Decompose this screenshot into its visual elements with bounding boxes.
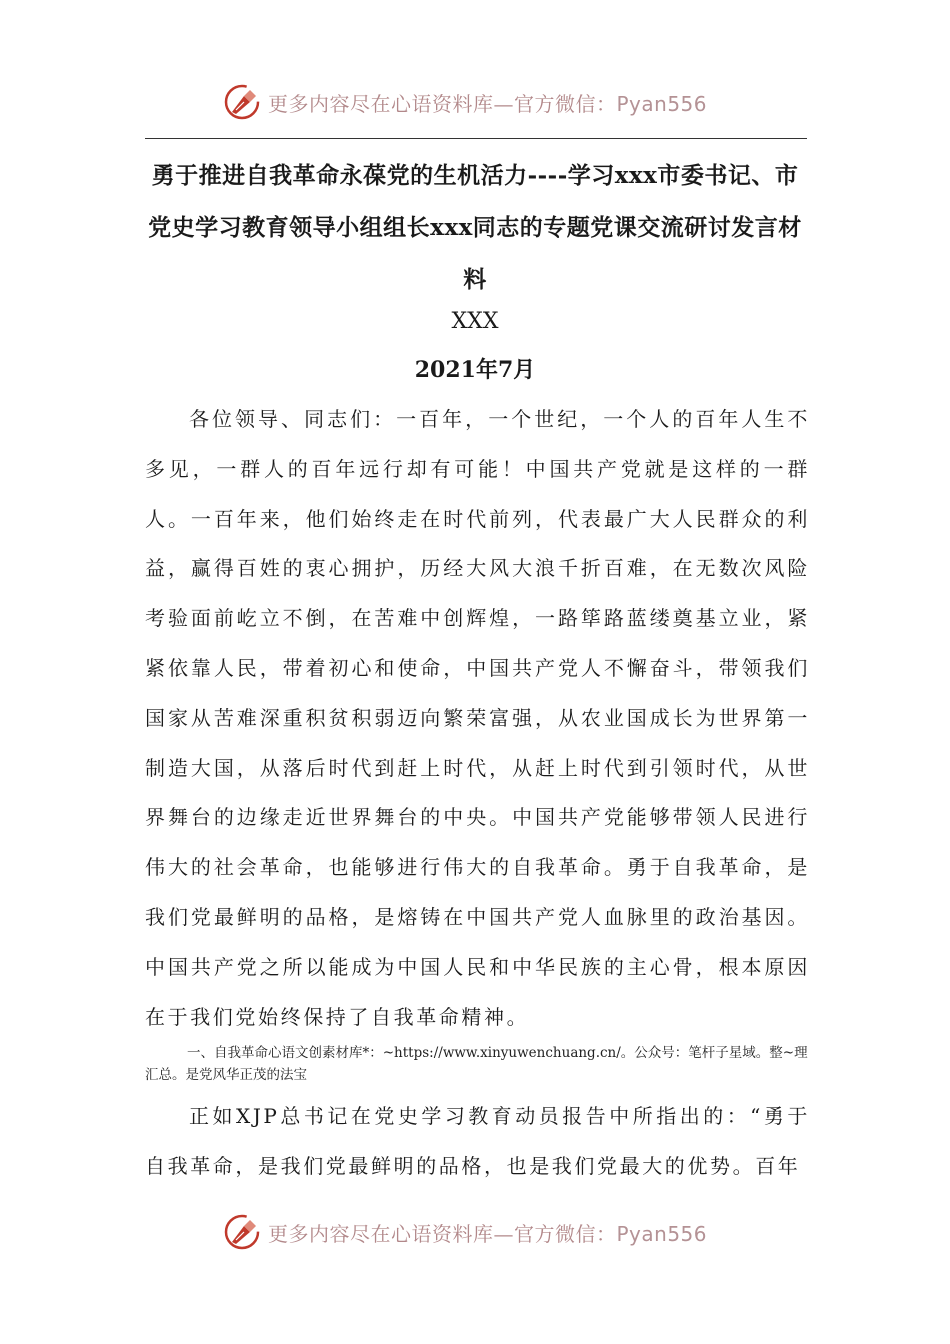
wechat-id: Pyan556 bbox=[616, 91, 708, 116]
document-date: 2021年7月 bbox=[414, 357, 536, 383]
header-rule bbox=[145, 138, 807, 139]
body-paragraph: 各位领导、同志们：一百年，一个世纪，一个人的百年人生不多见，一群人的百年远行却有可能！中国共产党就是这样的一群人。一百年来，他们始终走在时代前列，代表最广大人民群众的利益，赢得百姓的衷心拥护，历经大风大浪千折百难，在无数次风险考验面前屹立不倒，在苦难中创辉煌，一路筚路蓝缕奠基立业，紧紧依靠人民，带着初心和使命，中国共产党人不懈奋斗，带领我们国家从苦难深重积贫积弱迈向繁荣富强，从农业国成长为世界第一制造大国，从落后时代到赶上时代，从赶上时代到引领时代，从世界舞台的边缘走近世界舞台的中央。中国共产党能够带领人民进行伟大的社会革命，也能够进行伟大的自我革命。勇于自我革命，是我们党最鲜明的品格，是熔铸在中国共产党人血脉里的政治基因。中国共产党之所以能成为中国人民和中华民族的主心骨，根本原因在于我们党始终保持了自我革命精神。 bbox=[145, 407, 810, 1029]
banner-text: 更多内容尽在心语资料库—官方微信：Pyan556 bbox=[268, 1221, 708, 1246]
pen-nib-logo-icon bbox=[222, 82, 262, 122]
banner-text: 更多内容尽在心语资料库—官方微信：Pyan556 bbox=[268, 91, 708, 116]
header-banner bbox=[222, 80, 742, 124]
pen-nib-logo-icon bbox=[222, 1212, 262, 1252]
document-title: 勇于推进自我革命永葆党的生机活力----学习xxx市委书记、市党史学习教育领导小组组长xxx同志的专题党课交流研讨发言材料 bbox=[148, 162, 802, 293]
body-paragraph: 正如XJP总书记在党史学习教育动员报告中所指出的：“勇于自我革命，是我们党最鲜明的品格，也是我们党最大的优势。百年 bbox=[145, 1104, 810, 1178]
footer-banner bbox=[222, 1210, 742, 1254]
wechat-id: Pyan556 bbox=[616, 1221, 708, 1246]
document-author: XXX bbox=[451, 309, 499, 334]
section-heading-note: 一、自我革命心语文创素材库*：~https://www.xinyuwenchuang.cn/。公众号：笔杆子星域。整~理汇总。是党风华正茂的法宝 bbox=[145, 1045, 808, 1083]
